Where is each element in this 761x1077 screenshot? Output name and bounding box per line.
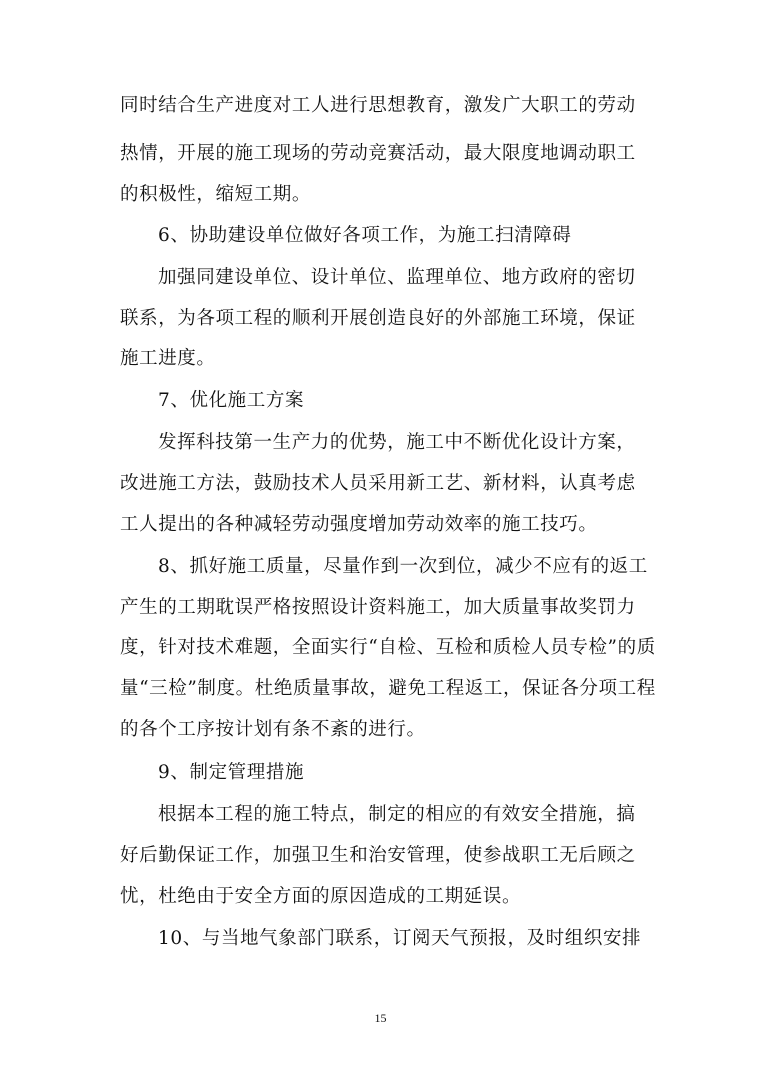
heading-text: 7、优化施工方案 (158, 390, 305, 411)
text-line (0, 86, 761, 126)
heading-text: 6、协助建设单位做好各项工作，为施工扫清障碍 (158, 225, 572, 246)
line-text: 根据本工程的施工特点，制定的相应的有效安全措施，搞 (158, 804, 636, 825)
text-line (0, 258, 761, 298)
line-text: 产生的工期耽误严格按照设计资料施工，加大质量事故奖罚力 (120, 597, 636, 618)
text-line (0, 547, 761, 587)
line-text: 10、与当地气象部门联系，订阅天气预报，及时组织安排 (158, 928, 642, 949)
section-heading (0, 216, 761, 256)
line-text: 同时结合生产进度对工人进行思想教育，激发广大职工的劳动 (120, 95, 636, 116)
text-line (0, 464, 761, 504)
text-line (0, 505, 761, 545)
line-text: 忧，杜绝由于安全方面的原因造成的工期延误。 (120, 886, 522, 907)
text-line (0, 836, 761, 876)
text-line (0, 339, 761, 379)
page-number: 15 (374, 1011, 387, 1025)
line-text: 量“三检”制度。杜绝质量事故，避免工程返工，保证各分项工程 (120, 678, 656, 699)
line-text: 联系，为各项工程的顺利开展创造良好的外部施工环境，保证 (120, 308, 636, 329)
text-line (0, 134, 761, 174)
text-line (0, 423, 761, 463)
text-line (0, 669, 761, 709)
text-line (0, 299, 761, 339)
line-text: 的积极性，缩短工期。 (120, 184, 312, 205)
section-heading (0, 381, 761, 421)
line-text: 热情，开展的施工现场的劳动竞赛活动，最大限度地调动职工 (120, 143, 636, 164)
text-line (0, 175, 761, 215)
heading-text: 9、制定管理措施 (158, 762, 305, 783)
text-line (0, 588, 761, 628)
text-line (0, 877, 761, 917)
line-text: 施工进度。 (120, 348, 216, 369)
line-text: 改进施工方法，鼓励技术人员采用新工艺、新材料，认真考虑 (120, 473, 636, 494)
text-line (0, 628, 761, 668)
section-heading (0, 753, 761, 793)
line-text: 加强同建设单位、设计单位、监理单位、地方政府的密切 (158, 267, 636, 288)
line-text: 的各个工序按计划有条不紊的进行。 (120, 719, 426, 740)
text-line (0, 710, 761, 750)
line-text: 工人提出的各种减轻劳动强度增加劳动效率的施工技巧。 (120, 514, 598, 535)
text-line (0, 795, 761, 835)
text-line (0, 919, 761, 959)
line-text: 8、抓好施工质量，尽量作到一次到位，减少不应有的返工 (158, 556, 648, 577)
line-text: 发挥科技第一生产力的优势，施工中不断优化设计方案， (158, 432, 636, 453)
line-text: 度，针对技术难题，全面实行“自检、互检和质检人员专检”的质 (120, 637, 656, 658)
line-text: 好后勤保证工作，加强卫生和治安管理，使参战职工无后顾之 (120, 845, 636, 866)
